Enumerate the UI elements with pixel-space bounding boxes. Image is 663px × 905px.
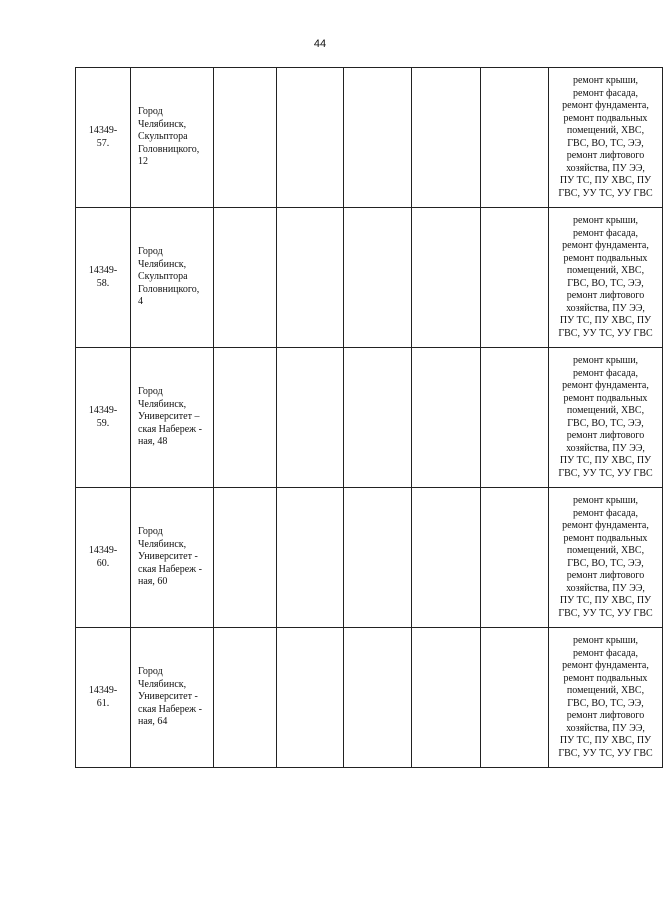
empty-cell <box>344 348 412 488</box>
empty-cell <box>277 628 344 768</box>
works-list: ремонт крыши, ремонт фасада, ремонт фундамента, ремонт подвальных помещений, ХВС, ГВС, ВО, ТС, ЭЭ, ремонт лифтового хозяйства, ПУ ЭЭ, ПУ ТС, ПУ ХВС, ПУ ГВС, УУ ТС, УУ ГВС <box>558 635 653 759</box>
table-row <box>76 348 663 488</box>
works-list: ремонт крыши, ремонт фасада, ремонт фундамента, ремонт подвальных помещений, ХВС, ГВС, ВО, ТС, ЭЭ, ремонт лифтового хозяйства, ПУ ЭЭ, ПУ ТС, ПУ ХВС, ПУ ГВС, УУ ТС, УУ ГВС <box>558 215 653 339</box>
works-list: ремонт крыши, ремонт фасада, ремонт фундамента, ремонт подвальных помещений, ХВС, ГВС, ВО, ТС, ЭЭ, ремонт лифтового хозяйства, ПУ ЭЭ, ПУ ТС, ПУ ХВС, ПУ ГВС, УУ ТС, УУ ГВС <box>558 75 653 199</box>
row-id: 14349- 59. <box>88 405 118 429</box>
works-cell <box>549 488 663 628</box>
empty-cell <box>277 488 344 628</box>
table-row <box>76 488 663 628</box>
works-list: ремонт крыши, ремонт фасада, ремонт фундамента, ремонт подвальных помещений, ХВС, ГВС, ВО, ТС, ЭЭ, ремонт лифтового хозяйства, ПУ ЭЭ, ПУ ТС, ПУ ХВС, ПУ ГВС, УУ ТС, УУ ГВС <box>558 495 653 619</box>
empty-cell <box>344 208 412 348</box>
empty-cell <box>412 628 481 768</box>
empty-cell <box>214 488 277 628</box>
row-id-cell <box>76 68 131 208</box>
works-cell <box>549 208 663 348</box>
empty-cell <box>214 628 277 768</box>
row-id: 14349- 57. <box>88 125 118 149</box>
row-id-cell <box>76 208 131 348</box>
empty-cell <box>481 348 549 488</box>
row-id-cell <box>76 348 131 488</box>
empty-cell <box>412 488 481 628</box>
empty-cell <box>344 68 412 208</box>
empty-cell <box>277 208 344 348</box>
empty-cell <box>277 348 344 488</box>
works-list: ремонт крыши, ремонт фасада, ремонт фундамента, ремонт подвальных помещений, ХВС, ГВС, ВО, ТС, ЭЭ, ремонт лифтового хозяйства, ПУ ЭЭ, ПУ ТС, ПУ ХВС, ПУ ГВС, УУ ТС, УУ ГВС <box>558 355 653 479</box>
address-cell <box>131 628 214 768</box>
address-cell <box>131 488 214 628</box>
row-id-cell <box>76 628 131 768</box>
row-id-cell <box>76 488 131 628</box>
table-row <box>76 628 663 768</box>
empty-cell <box>412 208 481 348</box>
empty-cell <box>481 628 549 768</box>
address: Город Челябинск, Скульптора Головницкого, 12 <box>138 106 200 168</box>
row-id: 14349- 58. <box>88 265 118 289</box>
address-cell <box>131 348 214 488</box>
address: Город Челябинск, Университет - ская Набереж - ная, 60 <box>138 526 202 588</box>
empty-cell <box>412 68 481 208</box>
empty-cell <box>481 208 549 348</box>
address: Город Челябинск, Скульптора Головницкого, 4 <box>138 246 200 308</box>
registry-table <box>75 67 663 768</box>
empty-cell <box>277 68 344 208</box>
address: Город Челябинск, Университет – ская Набереж - ная, 48 <box>138 386 202 448</box>
works-cell <box>549 348 663 488</box>
empty-cell <box>481 68 549 208</box>
address-cell <box>131 208 214 348</box>
page-number: 44 <box>313 38 327 50</box>
row-id: 14349- 61. <box>88 685 118 709</box>
works-cell <box>549 68 663 208</box>
table-row <box>76 208 663 348</box>
empty-cell <box>344 488 412 628</box>
row-id: 14349- 60. <box>88 545 118 569</box>
empty-cell <box>214 68 277 208</box>
empty-cell <box>344 628 412 768</box>
table-row <box>76 68 663 208</box>
empty-cell <box>481 488 549 628</box>
empty-cell <box>412 348 481 488</box>
address: Город Челябинск, Университет - ская Набереж - ная, 64 <box>138 666 202 728</box>
empty-cell <box>214 208 277 348</box>
empty-cell <box>214 348 277 488</box>
address-cell <box>131 68 214 208</box>
works-cell <box>549 628 663 768</box>
